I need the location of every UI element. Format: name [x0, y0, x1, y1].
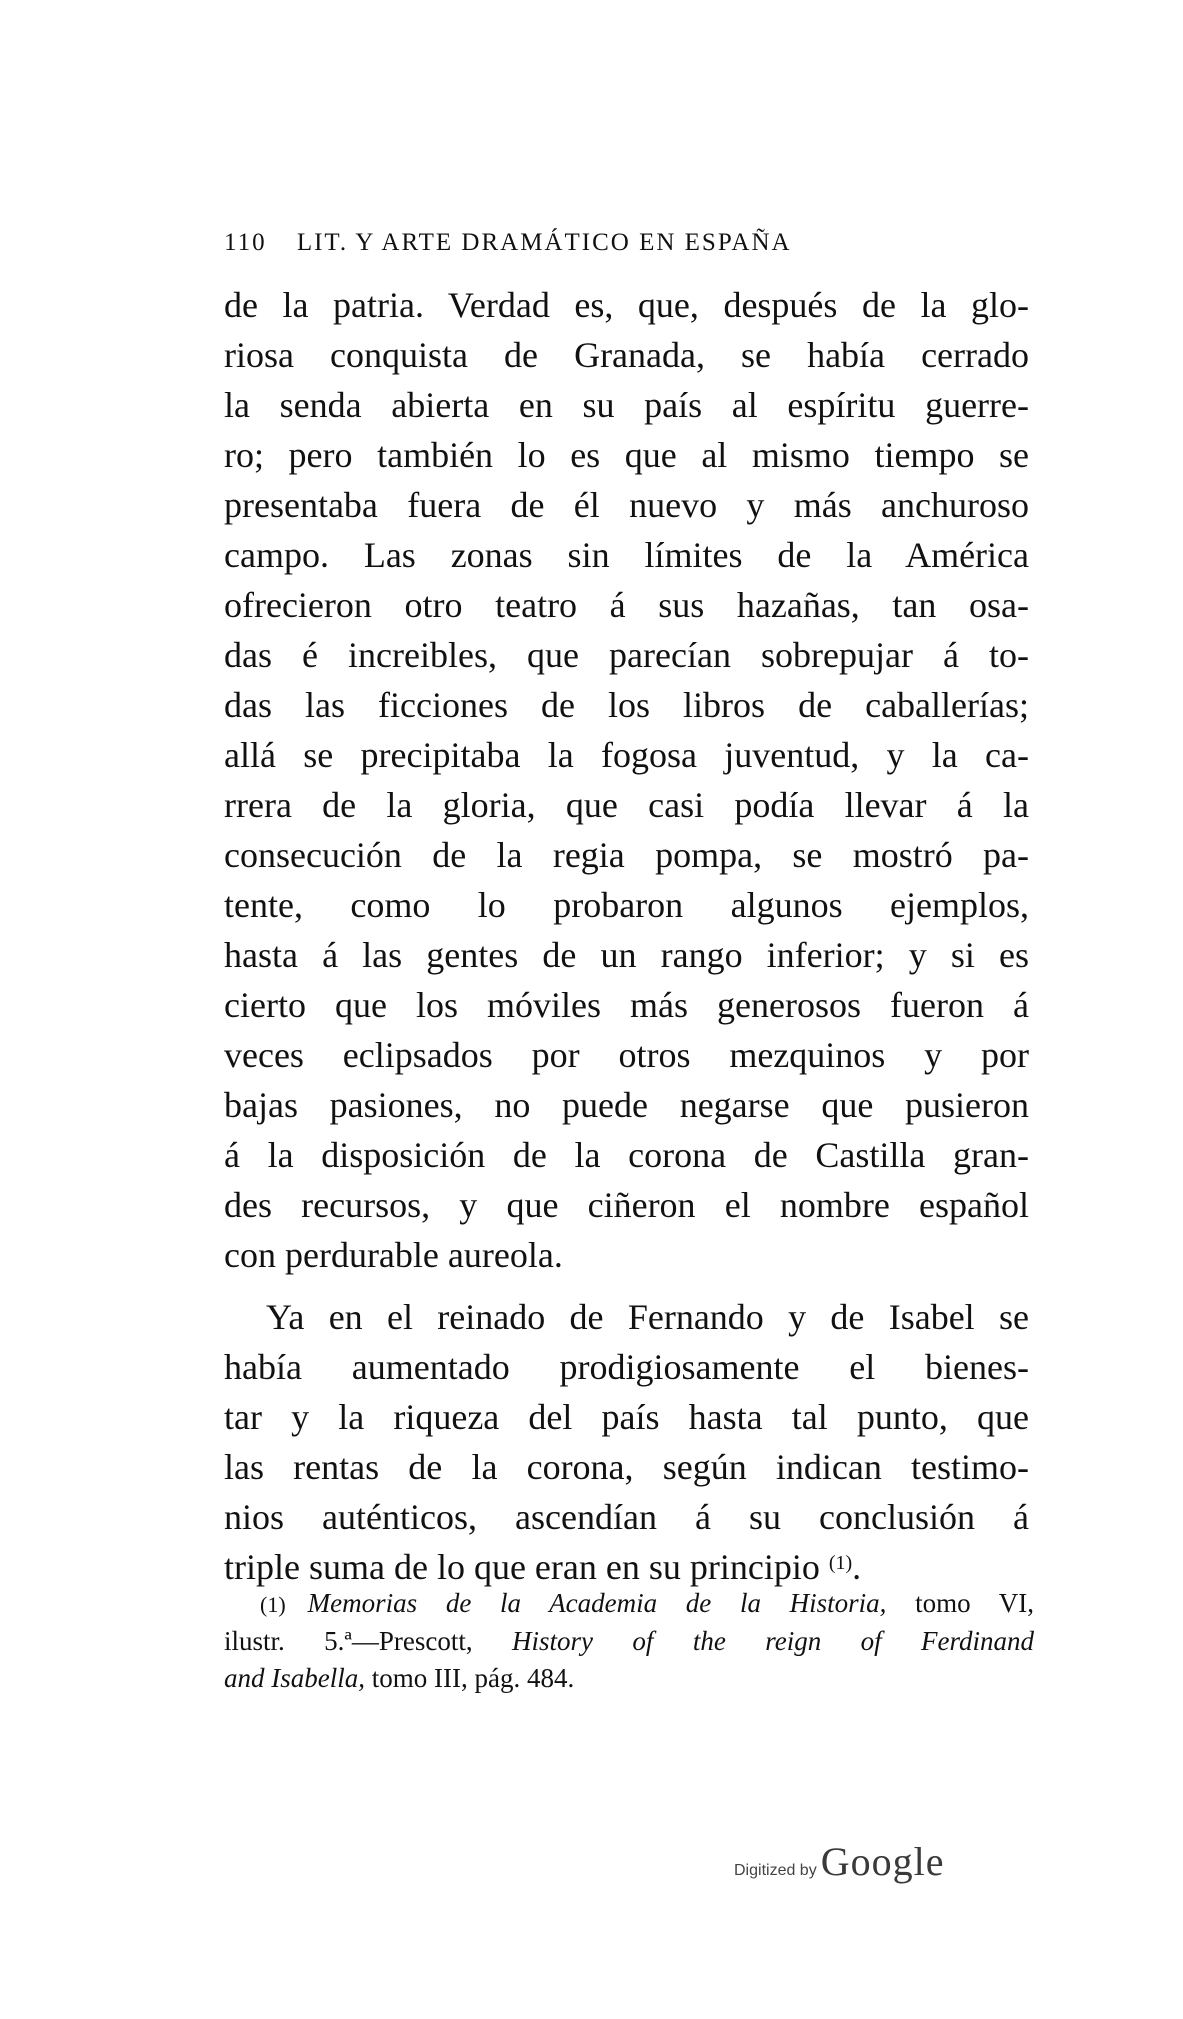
text-line: ofrecieron otro teatro á sus hazañas, tan osa- [224, 585, 1029, 625]
text-line: bajas pasiones, no puede negarse que pusieron [224, 1085, 1029, 1125]
footnote-line-3 [224, 1660, 1034, 1697]
paragraph-1 [224, 280, 1029, 1280]
text-line: á la disposición de la corona de Castilla gran- [224, 1135, 1029, 1175]
footnote-text: tomo III, pág. 484. [365, 1663, 575, 1693]
footnote-line-1 [224, 1585, 1034, 1623]
text-line: tente, como lo probaron algunos ejemplos, [224, 885, 1029, 925]
text-line: allá se precipitaba la fogosa juventud, y la ca- [224, 735, 1029, 775]
text-line: hasta á las gentes de un rango inferior; y si es [224, 935, 1029, 975]
running-header [224, 229, 964, 257]
text-line: tar y la riqueza del país hasta tal punto, que [224, 1397, 1029, 1437]
text-line: con perdurable aureola. [224, 1235, 563, 1275]
text-line: la senda abierta en su país al espíritu guerre- [224, 385, 1029, 425]
text-line: das é increibles, que parecían sobrepujar á to- [224, 635, 1029, 675]
digitized-watermark [734, 1838, 944, 1885]
text-line-content: triple suma de lo que eran en su principio [224, 1547, 820, 1587]
text-line: cierto que los móviles más generosos fueron á [224, 985, 1029, 1025]
running-title: LIT. Y ARTE DRAMÁTICO EN ESPAÑA [296, 229, 792, 256]
text-line: Ya en el reinado de Fernando y de Isabel se [266, 1297, 1029, 1337]
digitized-by-label: Digitized by [734, 1862, 817, 1879]
text-line: des recursos, y que ciñeron el nombre español [224, 1185, 1029, 1225]
text-line: veces eclipsados por otros mezquinos y por [224, 1035, 1029, 1075]
text-line: había aumentado prodigiosamente el bienes- [224, 1347, 1029, 1387]
text-line: de la patria. Verdad es, que, después de la glo- [224, 285, 1029, 325]
footnote-title-2b: and Isabella, [224, 1663, 365, 1693]
footnote [224, 1585, 1034, 1697]
sentence-end: . [852, 1547, 862, 1587]
text-line: presentaba fuera de él nuevo y más anchuroso [224, 485, 1029, 525]
text-line: das las ficciones de los libros de caballerías; [224, 685, 1029, 725]
paragraph-2 [224, 1292, 1029, 1592]
footnote-reference: (1) [828, 1552, 853, 1574]
footnote-text: tomo VI, [886, 1588, 1034, 1618]
footnote-text: ilustr. 5.ª—Prescott, [224, 1626, 513, 1656]
text-line: ro; pero también lo es que al mismo tiempo se [224, 435, 1029, 475]
main-text [224, 280, 1029, 1592]
footnote-title-1: Memorias de la Academia de la Historia, [307, 1588, 887, 1618]
text-line: riosa conquista de Granada, se había cerrado [224, 335, 1029, 375]
footnote-title-2a: History of the reign of Ferdinand [512, 1626, 1034, 1656]
google-logo: Google [820, 1839, 945, 1884]
footnote-line-2 [224, 1623, 1034, 1660]
text-line: campo. Las zonas sin límites de la América [224, 535, 1029, 575]
text-line: consecución de la regia pompa, se mostró pa- [224, 835, 1029, 875]
text-line: rrera de la gloria, que casi podía llevar á la [224, 785, 1029, 825]
text-line: las rentas de la corona, según indican testimo- [224, 1447, 1029, 1487]
text-line: nios auténticos, ascendían á su conclusión á [224, 1497, 1029, 1537]
page-number: 110 [224, 229, 267, 256]
footnote-mark: (1) [260, 1592, 286, 1617]
